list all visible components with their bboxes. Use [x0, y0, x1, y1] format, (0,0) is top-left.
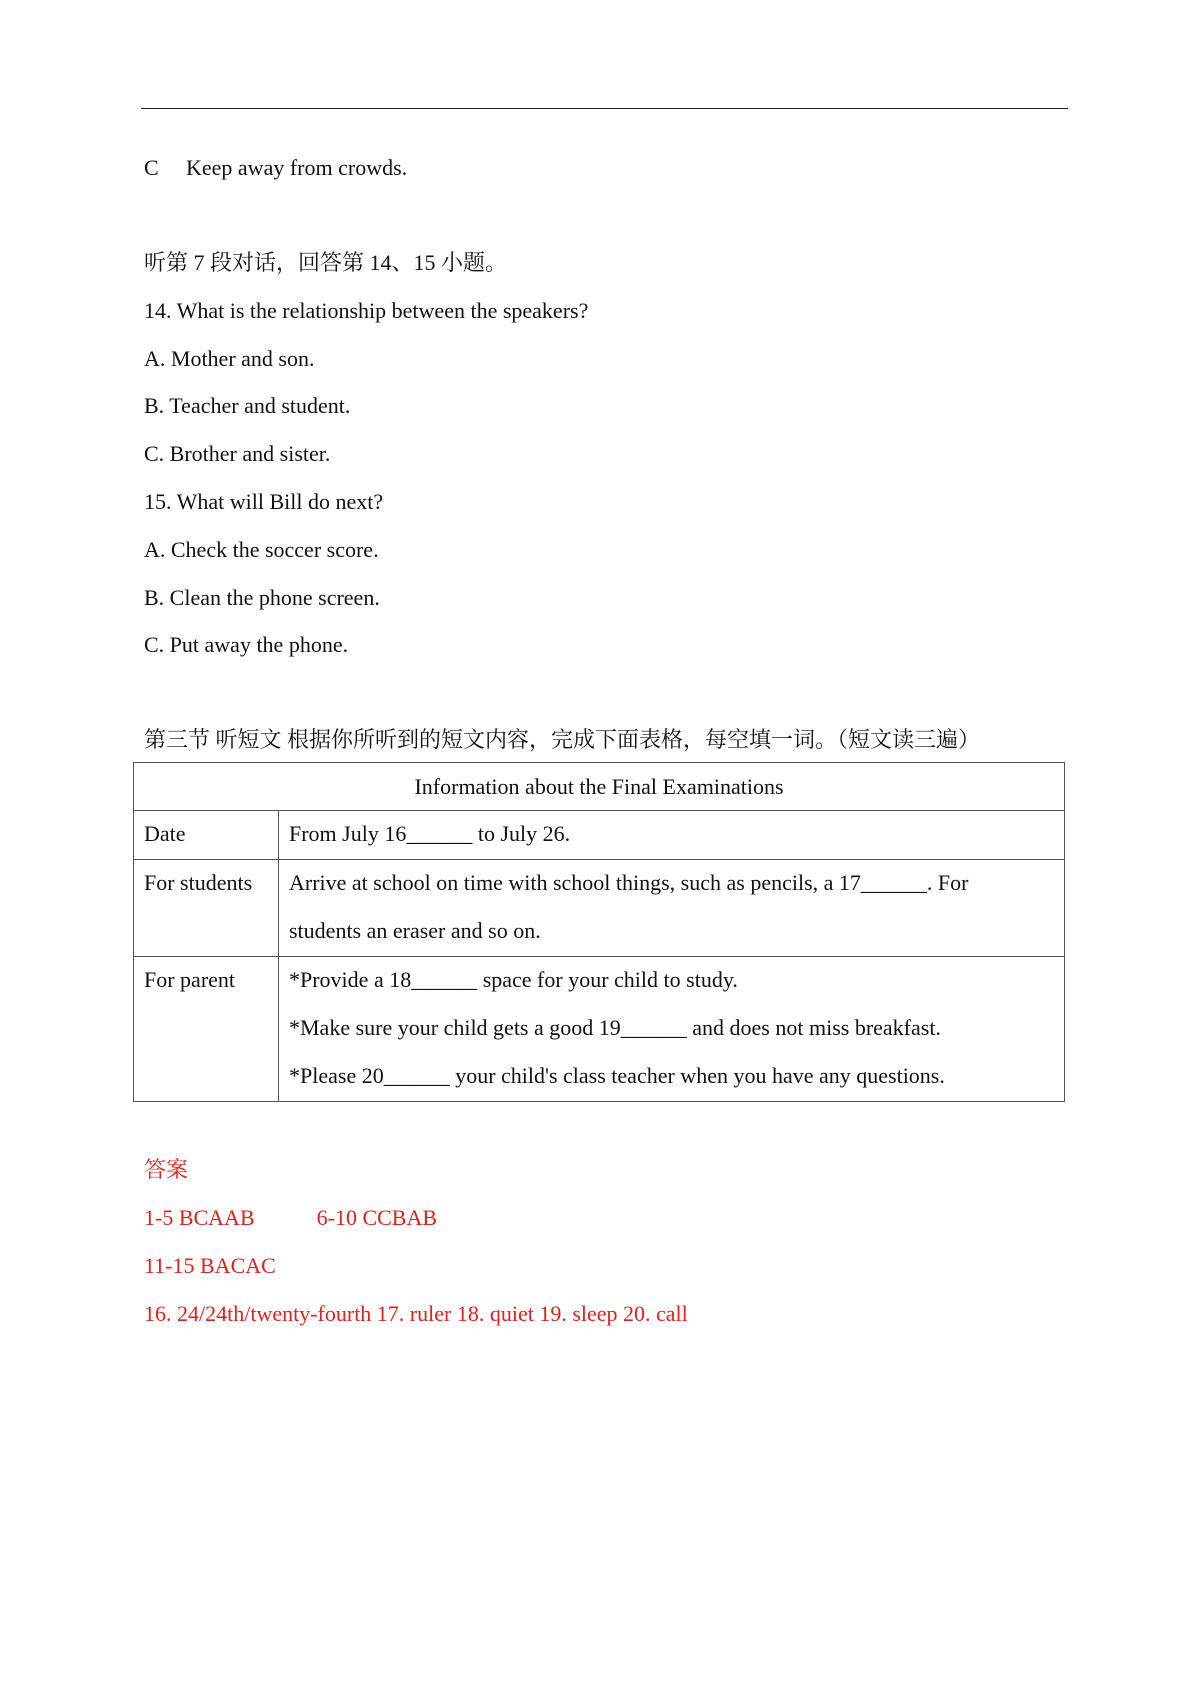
row-content-students — [279, 860, 1065, 957]
option-text: Keep away from crowds. — [186, 155, 408, 180]
answers-1-5: 1-5 BCAAB — [144, 1205, 255, 1230]
header-rule — [141, 108, 1068, 109]
dialogue-7-instruction: 听第 7 段对话，回答第 14、15 小题。 — [144, 250, 508, 275]
parent-line-3: *Please 20______ your child's class teacher when you have any questions. — [289, 1063, 945, 1088]
question-15: 15. What will Bill do next? — [144, 489, 384, 514]
table-row-parent — [134, 957, 1065, 1102]
row-content-date — [279, 811, 1065, 860]
question-14-option-b: B. Teacher and student. — [144, 393, 351, 418]
table-row-students — [134, 860, 1065, 957]
question-14-option-c: C. Brother and sister. — [144, 441, 331, 466]
row-label-text: For parent — [144, 967, 236, 992]
question-15-option-b: B. Clean the phone screen. — [144, 585, 380, 610]
final-exam-info-table — [133, 762, 1065, 1102]
question-15-option-c: C. Put away the phone. — [144, 632, 349, 657]
answers-heading: 答案 — [144, 1157, 189, 1182]
answers-6-10: 6-10 CCBAB — [316, 1205, 438, 1230]
question-14-option-a: A. Mother and son. — [144, 346, 315, 371]
option-c-keep-away — [144, 155, 407, 181]
row-label-text: Date — [144, 821, 186, 846]
row-label-text: For students — [144, 870, 253, 895]
students-line-1: Arrive at school on time with school things, such as pencils, a 17______. For — [289, 870, 969, 895]
option-letter: C — [144, 155, 159, 180]
date-line: From July 16______ to July 26. — [289, 821, 571, 846]
section-3-instruction: 第三节 听短文 根据你所听到的短文内容，完成下面表格，每空填一词。（短文读三遍） — [144, 727, 981, 752]
answers-line-2: 11-15 BACAC — [144, 1253, 276, 1278]
parent-line-2: *Make sure your child gets a good 19______ and does not miss breakfast. — [289, 1015, 941, 1040]
row-label-students — [134, 860, 279, 957]
answers-line-1 — [144, 1205, 437, 1231]
question-15-option-a: A. Check the soccer score. — [144, 537, 379, 562]
row-label-parent — [134, 957, 279, 1102]
table-row-date — [134, 811, 1065, 860]
answers-line-3: 16. 24/24th/twenty-fourth 17. ruler 18. quiet 19. sleep 20. call — [144, 1301, 688, 1326]
students-line-2: students an eraser and so on. — [289, 918, 541, 943]
table-title-row — [134, 763, 1065, 811]
parent-line-1: *Provide a 18______ space for your child to study. — [289, 967, 738, 992]
row-label-date — [134, 811, 279, 860]
table-title: Information about the Final Examinations — [134, 763, 1065, 811]
question-14: 14. What is the relationship between the speakers? — [144, 298, 589, 323]
row-content-parent — [279, 957, 1065, 1102]
